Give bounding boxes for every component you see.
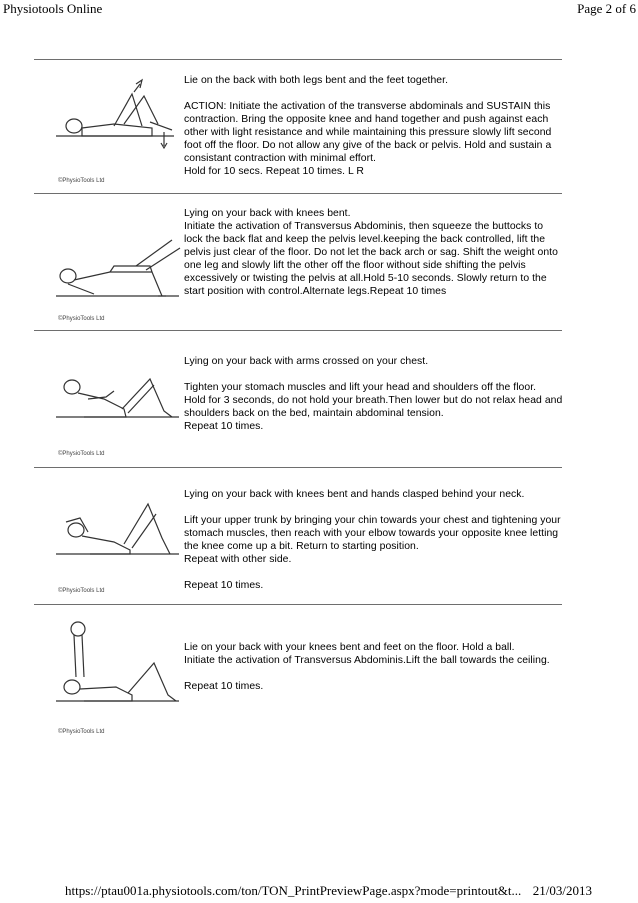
exercise-3 (34, 331, 562, 467)
instruction-text: ACTION: Initiate the activation of the transverse abdominals and SUSTAIN this contraction. Bring the opposite knee and hand together and push against each other with light resistance and while maintaining this pressure slowly lift second foot off the floor. Do not allow any give of the back or pelvis. Hold and sustain a consistant contraction with minimal effort. Hold for 10 secs. Repeat 10 times. L R (184, 101, 552, 177)
exercise-instructions (184, 641, 564, 693)
print-date: 21/03/2013 (532, 883, 592, 898)
instruction-text: Repeat 10 times. (184, 681, 264, 692)
copyright: ©PhysioTools Ltd (58, 316, 105, 322)
exercise-illustration (54, 204, 204, 322)
copyright: ©PhysioTools Ltd (58, 451, 105, 457)
copyright: ©PhysioTools Ltd (58, 588, 105, 594)
exercise-illustration (54, 341, 204, 456)
instruction-text: Lying on your back with arms crossed on your chest. (184, 356, 429, 367)
exercise-5 (34, 605, 562, 745)
browser-page-title: Physiotools Online (3, 1, 103, 16)
instruction-text: Lying on your back with knees bent and hands clasped behind your neck. (184, 489, 525, 500)
instruction-text: Lift your upper trunk by bringing your chin towards your chest and tightening your stomach muscles, then reach with your elbow towards your opposite knee letting the knee come up a bit. Return to starting position. Repeat with other side. (184, 515, 561, 565)
exercise-4 (34, 468, 562, 604)
exercise-instructions (184, 355, 564, 433)
exercise-instructions (184, 488, 564, 592)
exercise-1 (34, 60, 562, 193)
instruction-text: Repeat 10 times. (184, 580, 264, 591)
copyright: ©PhysioTools Ltd (58, 729, 105, 735)
exercise-illustration (54, 70, 204, 185)
instruction-text: Tighten your stomach muscles and lift your head and shoulders off the floor. Hold for 3 seconds, do not hold your breath.Then lower but do not relax head and shoulders back on the bed, maintain abdominal tension. Repeat 10 times. (184, 382, 563, 432)
exercise-illustration (54, 619, 204, 734)
exercise-instructions (184, 207, 564, 298)
page-url: https://ptau001a.physiotools.com/ton/TON_PrintPreviewPage.aspx?mode=printout&t... (65, 883, 522, 898)
exercise-illustration (54, 478, 204, 593)
exercise-instructions (184, 74, 564, 178)
instruction-text: Lie on your back with your knees bent and feet on the floor. Hold a ball. Initiate the activation of Transversus Abdominis.Lift the ball towards the ceiling. (184, 642, 550, 666)
instruction-text: Lie on the back with both legs bent and the feet together. (184, 75, 449, 86)
page-number: Page 2 of 6 (577, 1, 636, 16)
exercise-2 (34, 194, 562, 330)
instruction-text: Lying on your back with knees bent. Initiate the activation of Transversus Abdominis, then squeeze the buttocks to lock the back flat and keep the pelvis level.keeping the back controlled, lift the pelvis just clear of the floor. Do not let the back arch or sag. Shift the weight onto one leg and slowly lift the other off the floor without side shifting the pelvis excessively or twisting the pelvis at all.Hold 5-10 seconds. Slowly return to the start position with control.Alternate legs.Repeat 10 times (184, 208, 558, 297)
copyright: ©PhysioTools Ltd (58, 178, 105, 184)
